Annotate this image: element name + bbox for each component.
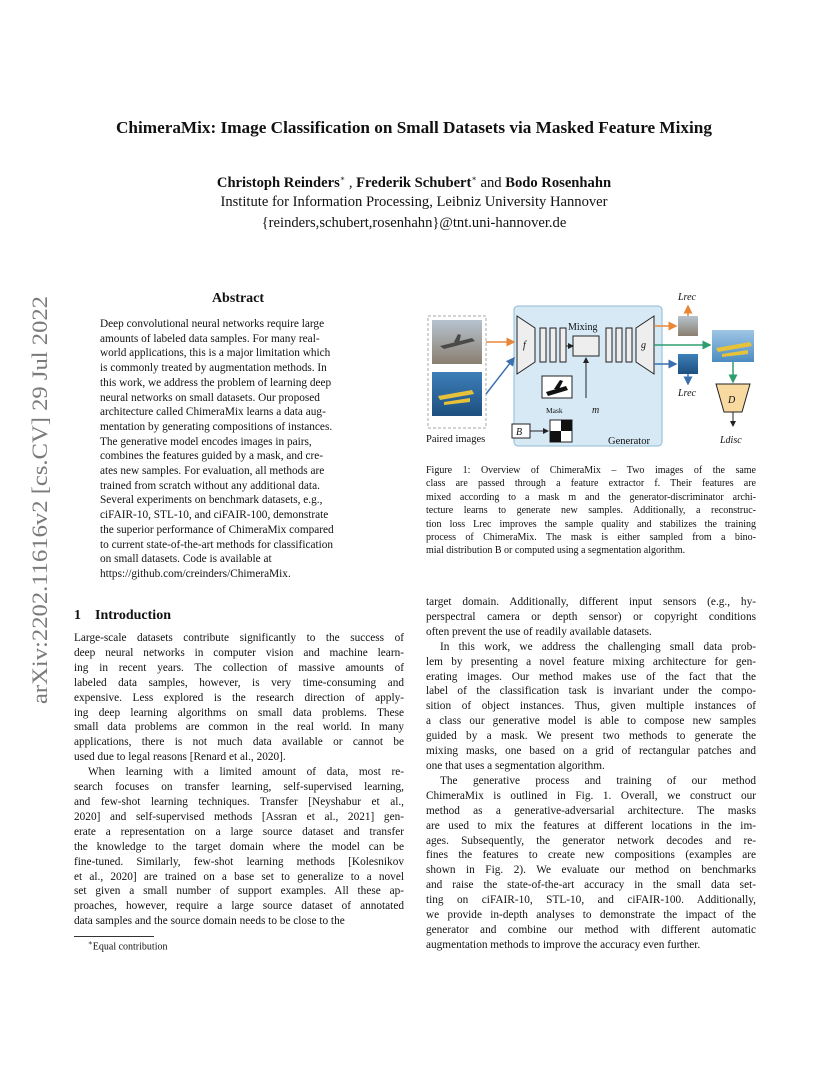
abstract-line: world applications, this is a major limitation which	[100, 347, 331, 360]
abstract-line: combines the features guided by a mask, and cre-	[100, 450, 324, 463]
intro-line: method as a generative-adversarial architecture. The masks	[426, 804, 756, 817]
footnote-mark: ∗	[88, 939, 93, 947]
intro-line: a class our generative model is able to compose new samples	[426, 715, 756, 728]
binomial-mask-cell-1	[550, 431, 561, 442]
intro-line: fine-tuned. Similarly, few-shot learning methods [Kolesnikov	[74, 855, 404, 868]
intro-line: target domain. Additionally, different input sensors (e.g., hy-	[426, 596, 756, 608]
intro-line: In this work, we address the challenging small data prob-	[440, 640, 756, 653]
abstract-line: is commonly treated by augmentation methods. In	[100, 362, 327, 375]
intro-line: ChimeraMix is outlined in Fig. 1. Overall, we construct our	[426, 789, 756, 802]
intro-line: labeled data samples, however, is very time-consuming and	[74, 676, 404, 689]
abstract-line: https://github.com/creinders/ChimeraMix.	[100, 567, 291, 580]
intro-line: deep neural networks in computer vision and machine learn-	[74, 646, 404, 659]
abstract-line: ates new samples. For evaluation, all methods are	[100, 465, 325, 478]
abstract-line: mentation by generating compositions of instances.	[100, 420, 333, 433]
author-1: Christoph Reinders	[216, 174, 340, 191]
section-number: 1	[74, 608, 81, 623]
binomial-mask-cell-2	[561, 420, 572, 431]
abstract-line: Deep convolutional neural networks require large	[100, 318, 325, 330]
intro-line: erate a representation on a large source dataset and transfer	[74, 825, 404, 838]
intro-line: erating images. Our method makes use of the fact that the	[426, 670, 756, 683]
intro-line: data samples and the source domain needs to be close to the	[74, 915, 345, 928]
paper-title: ChimeraMix: Image Classification on Small Datasets via Masked Feature Mixing	[116, 118, 712, 137]
reconstructed-image-top	[678, 316, 698, 336]
abstract-heading: Abstract	[211, 291, 265, 306]
paired-images-label: Paired images	[426, 434, 486, 445]
intro-line: generator and combine our method with different automatic	[426, 923, 756, 936]
mask-label: Mask	[546, 406, 563, 415]
intro-line: the knowledge to the target domain where the model can be	[74, 840, 404, 853]
caption-line: mixed according to a mask m and the generator-discriminator archi-	[426, 491, 756, 503]
arrow-image2-to-f	[486, 358, 514, 394]
abstract-line: on small datasets. Code is available at	[100, 553, 272, 566]
caption-line: Figure 1: Overview of ChimeraMix – Two images of the same	[426, 465, 756, 476]
decoder-g-label: g	[641, 340, 646, 351]
caption-line: tion loss Lrec improves the sample quality and stabilizes the training	[426, 518, 756, 530]
intro-line: augmentation methods to improve the accuracy even further.	[426, 938, 701, 951]
figure-1	[420, 286, 760, 456]
author-sep-comma: ,	[345, 174, 357, 191]
intro-line: and raise the state-of-the-art accuracy in the small data set-	[426, 879, 756, 892]
intro-line: we provide in-depth analyses to demonstrate the impact of the	[426, 909, 756, 922]
section-heading-introduction	[74, 608, 171, 624]
lrec-top-label: Lrec	[678, 292, 696, 303]
abstract-line: the superior performance of ChimeraMix compared	[100, 523, 334, 536]
feature-block-1	[540, 328, 546, 362]
discriminator-d-label: D	[728, 395, 736, 406]
arxiv-stamp	[20, 294, 56, 704]
mixing-label: Mixing	[568, 322, 598, 333]
intro-line: fines the features to create new compositions (examples are	[426, 849, 756, 862]
intro-line: 2020] and self-supervised methods [Assran et al., 2021] gen-	[74, 810, 404, 823]
intro-line: guided by a mask. We present two methods to generate the	[426, 730, 756, 743]
intro-line: ages. Subsequently, the generator network decodes and re-	[426, 834, 756, 847]
arxiv-stamp-text: arXiv:2202.11616v2 [cs.CV] 29 Jul 2022	[27, 331, 52, 704]
abstract-line: The generative model encodes images in pairs,	[100, 435, 312, 448]
abstract-line: neural networks on small datasets. Our proposed	[100, 391, 320, 404]
intro-line: ting on ciFAIR-10, STL-10, and ciFAIR-100. Additionally,	[426, 894, 756, 907]
intro-right-column	[426, 595, 756, 953]
author-2-mark: ∗	[471, 174, 477, 183]
caption-line: class are passed through a feature extractor f. Their features are	[426, 478, 756, 490]
footnote-text: Equal contribution	[92, 941, 168, 953]
generator-label: Generator	[608, 436, 650, 447]
feature-block-3	[560, 328, 566, 362]
intro-line: et al., 2020] are trained on a base set to generalize to a novel	[74, 870, 404, 883]
abstract-line: amounts of labeled data samples. For many real-	[100, 332, 320, 345]
intro-line: shown in Fig. 2). We evaluate our method on benchmarks	[426, 864, 756, 877]
m-label: m	[592, 405, 600, 416]
intro-line: used due to legal reasons [Renard et al., 2020].	[74, 751, 286, 764]
lrec-bottom-label: Lrec	[678, 388, 696, 399]
intro-line: The generative process and training of our method	[440, 774, 756, 787]
encoder-f-label: f	[523, 340, 526, 351]
arxiv-stamp-svg	[20, 294, 56, 704]
abstract-line: architecture called ChimeraMix learns a data aug-	[100, 406, 326, 419]
figure-caption	[426, 464, 756, 558]
intro-line: are used to mix the features at different locations in the im-	[426, 819, 756, 832]
email: {reinders,schubert,rosenhahn}@tnt.uni-hannover.de	[261, 215, 567, 231]
section-title: Introduction	[95, 608, 171, 623]
abstract-line: this work, we address the problem of learning deep	[100, 376, 332, 389]
intro-line: perspectral camera or depth sensor) or copyright conditions	[426, 610, 756, 623]
intro-line: and few-shot learning techniques. Transfer [Neyshabur et al.,	[74, 795, 404, 808]
intro-line: ing deep learning algorithms on small data problems. These	[74, 706, 404, 719]
intro-left-column	[74, 631, 404, 929]
intro-line: set given a small number of support examples. All these ap-	[74, 885, 404, 898]
intro-line: label of the classification task is invariant under the compo-	[426, 685, 756, 698]
caption-line: tecture learns to generate new samples. Additionally, a reconstruc-	[426, 505, 756, 517]
author-3: Bodo Rosenhahn	[505, 174, 612, 191]
intro-line: lem by presenting a novel feature mixing architecture for gen-	[426, 655, 756, 668]
binomial-b-label: B	[516, 427, 523, 438]
intro-line: applications, there is not much data available or cannot be	[74, 736, 404, 749]
footnote	[88, 939, 167, 952]
intro-line: small data problems are common in the real world. In many	[74, 721, 404, 734]
intro-line: sition of object instances. Thus, given multiple instances of	[426, 700, 756, 713]
author-sep-and: and	[476, 174, 506, 191]
abstract-body	[100, 317, 376, 582]
author-1-mark: ∗	[339, 174, 346, 183]
feature-block-5	[616, 328, 622, 362]
intro-line: one that uses a segmentation algorithm.	[426, 759, 605, 772]
affiliation: Institute for Information Processing, Leibniz University Hannover	[220, 194, 608, 210]
intro-line: mixing masks, one based on a grid of rectangular patches and	[426, 745, 756, 758]
abstract-line: ciFAIR-10, STL-10, and ciFAIR-100, demonstrate	[100, 509, 329, 522]
intro-line: ing in recent years. The collection of massive amounts of	[74, 661, 404, 674]
author-list	[60, 174, 768, 192]
ldisc-label: Ldisc	[720, 435, 742, 446]
mixing-block	[573, 336, 599, 356]
figure-diagram	[420, 286, 760, 456]
intro-line: search focuses on transfer learning, self-supervised learning,	[74, 781, 404, 794]
intro-line: often prevent the use of readily available datasets.	[426, 625, 652, 638]
footnote-rule	[74, 936, 154, 937]
author-2: Frederik Schubert	[356, 174, 472, 191]
abstract-line: to current state-of-the-art methods for classification	[100, 538, 334, 551]
reconstructed-image-bottom	[678, 354, 698, 374]
intro-line: Large-scale datasets contribute significantly to the success of	[74, 632, 404, 644]
feature-block-2	[550, 328, 556, 362]
feature-block-6	[626, 328, 632, 362]
intro-line: expensive. Less explored is the research direction of apply-	[74, 691, 404, 704]
caption-line: mial distribution B or computed using a segmentation algorithm.	[426, 545, 686, 557]
feature-block-4	[606, 328, 612, 362]
intro-line: When learning with a limited amount of data, most re-	[88, 766, 404, 779]
abstract-line: trained from scratch without any additional data.	[100, 479, 320, 492]
abstract-line: Several experiments on benchmark datasets, e.g.,	[100, 494, 323, 507]
intro-line: proaches, however, require a large source dataset of annotated	[74, 900, 404, 913]
caption-line: process of ChimeraMix. The mask is either sampled from a bino-	[426, 532, 756, 544]
